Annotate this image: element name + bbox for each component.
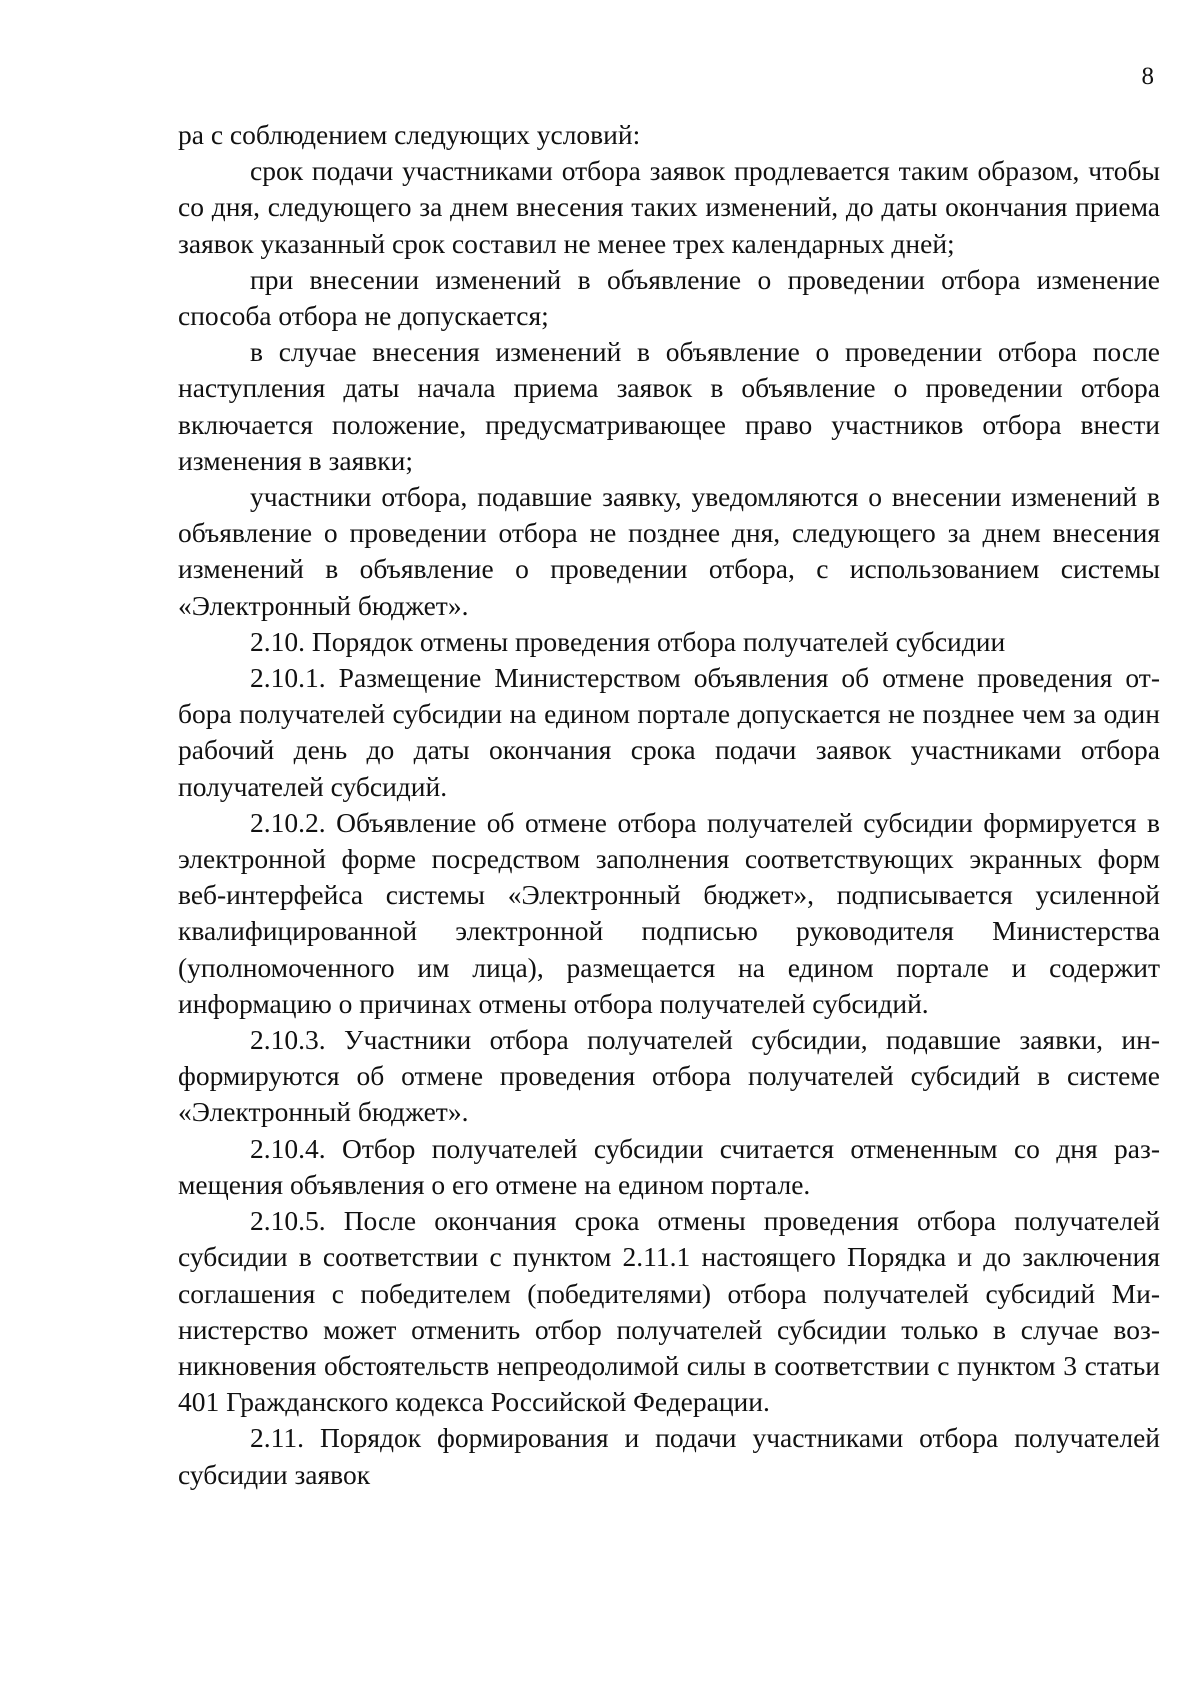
- clause-2-10-1: 2.10.1. Размещение Министерством объявления об отмене проведения отбора получателей субсидии на едином портале допускается не позднее чем за один рабочий день до даты окончания срока подачи заявок участниками отбора получателей субсидий.: [178, 662, 1160, 802]
- paragraph-method-change: при внесении изменений в объявление о проведении отбора изменение способа отбора не допускается;: [178, 263, 1160, 332]
- clause-2-10-2: 2.10.2. Объявление об отмене отбора получателей субсидии формируется в электронной форме посредством заполнения соответствующих экранных форм веб-интерфейса системы «Электронный бюджет», подписывается усиленной квалифицированной электронной подписью руководителя Министерства (уполномоченного им лица), размещается на едином портале и содержит информацию о причинах отмены отбора получателей субсидий.: [178, 806, 1160, 1019]
- section-heading-2-11: 2.11. Порядок формирования и подачи участниками отбора получателей субсидии заявок: [178, 1422, 1160, 1490]
- clause-2-10-3: 2.10.3. Участники отбора получателей субсидии, подавшие заявки, информируются об отмене проведения отбора получателей субсидий в системе «Электронный бюджет».: [178, 1024, 1160, 1128]
- paragraph-participant-notice: участники отбора, подавшие заявку, уведомляются о внесении изменений в объявление о проведении отбора не позднее дня, следующего за днем внесения изменений в объявление о проведении отбора, с использованием системы «Электронный бюджет».: [178, 481, 1160, 621]
- clause-2-10-4: 2.10.4. Отбор получателей субсидии считается отмененным со дня размещения объявления о его отмене на едином портале.: [178, 1132, 1160, 1200]
- paragraph-deadline-extension: срок подачи участниками отбора заявок продлевается таким образом, чтобы со дня, следующего за днем внесения таких изменений, до даты окончания приема заявок указанный срок составил не менее трех календарных дней;: [178, 155, 1160, 259]
- section-heading-2-10: 2.10. Порядок отмены проведения отбора получателей субсидии: [250, 625, 1006, 657]
- page-number: 8: [1141, 63, 1154, 90]
- clause-2-10-5: 2.10.5. После окончания срока отмены проведения отбора получателей субсидии в соответствии с пунктом 2.11.1 настоящего Порядка и до заключения соглашения с победителем (победителями) отбора получателей субсидий Министерство может отменить отбор получателей субсидии только в случае возникновения обстоятельств непреодолимой силы в соответствии с пунктом 3 статьи 401 Гражданского кодекса Российской Федерации.: [178, 1205, 1160, 1418]
- paragraph-continuation: ра с соблюдением следующих условий:: [178, 119, 641, 150]
- document-body: [178, 117, 1160, 1493]
- paragraph-amendment-rights: в случае внесения изменений в объявление о проведении отбора после наступления даты начала приема заявок в объявление о проведении отбора включается положение, предусматривающее право участников отбора внести изменения в заявки;: [178, 336, 1160, 476]
